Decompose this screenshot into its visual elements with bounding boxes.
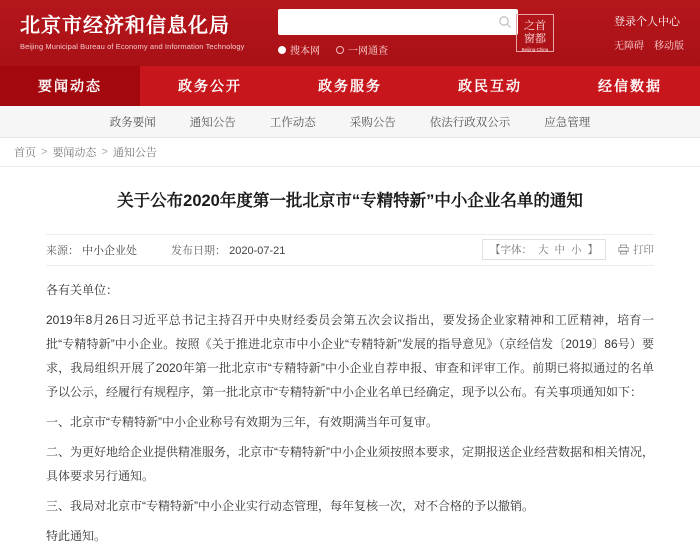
article-meta-tools bbox=[482, 239, 654, 260]
search-input[interactable] bbox=[284, 15, 498, 29]
font-size-switcher bbox=[482, 239, 606, 260]
nav-item-govservice[interactable]: 政务服务 bbox=[318, 78, 382, 94]
seal-subtext: Beijing-China bbox=[521, 47, 549, 53]
font-size-close-bracket: 】 bbox=[587, 244, 598, 257]
search-scope-site[interactable] bbox=[278, 42, 320, 57]
subnav-item-worktrends[interactable]: 工作动态 bbox=[269, 116, 316, 129]
print-label: 打印 bbox=[633, 244, 654, 257]
article-date-value: 2020-07-21 bbox=[229, 244, 286, 257]
article-body bbox=[46, 266, 654, 548]
seal-text-1: 之首 bbox=[524, 20, 546, 32]
font-size-large[interactable]: 大 bbox=[538, 244, 549, 257]
article-date bbox=[171, 242, 285, 258]
search-icon[interactable] bbox=[498, 15, 512, 29]
search-scope-site-label: 搜本网 bbox=[290, 46, 320, 57]
nav-item-data[interactable]: 经信数据 bbox=[598, 78, 662, 94]
nav-item-govopen[interactable]: 政务公开 bbox=[178, 78, 242, 94]
article-meta bbox=[46, 234, 654, 266]
seal-text-2: 窗都 bbox=[524, 32, 546, 45]
nav-item-news[interactable]: 要闻动态 bbox=[0, 66, 140, 106]
article-paragraph: 三、我局对北京市“专精特新”中小企业实行动态管理，每年复核一次，对不合格的予以撤销。 bbox=[46, 498, 534, 513]
font-size-label: 【字体： bbox=[490, 244, 532, 257]
logo-title-cn: 北京市经济和信息化局 bbox=[20, 15, 230, 37]
search-scope-options bbox=[278, 42, 518, 57]
article-container bbox=[0, 166, 700, 548]
radio-dot-icon bbox=[278, 46, 286, 54]
subnav-item-procurement[interactable]: 采购公告 bbox=[349, 116, 396, 129]
site-header bbox=[0, 0, 700, 66]
breadcrumb-separator-icon: > bbox=[101, 146, 108, 158]
font-size-small[interactable]: 小 bbox=[571, 244, 582, 257]
article-source-value: 中小企业处 bbox=[82, 244, 138, 257]
radio-dot-icon bbox=[336, 46, 344, 54]
article-date-label: 发布日期： bbox=[171, 244, 227, 257]
article-source bbox=[46, 242, 137, 258]
header-util-links bbox=[614, 37, 684, 52]
article-paragraph: 一、北京市“专精特新”中小企业称号有效期为三年，有效期满当年可复审。 bbox=[46, 414, 438, 429]
subnav-item-doublepublic[interactable]: 依法行政双公示 bbox=[429, 116, 511, 129]
login-link[interactable]: 登录个人中心 bbox=[614, 16, 680, 28]
search-scope-network[interactable] bbox=[336, 42, 388, 57]
article-paragraph: 各有关单位： bbox=[46, 282, 119, 297]
print-button[interactable] bbox=[618, 242, 654, 257]
breadcrumb-item-home[interactable]: 首页 bbox=[14, 147, 36, 159]
beijing-seal-logo bbox=[516, 14, 554, 52]
logo-title-en: Beijing Municipal Bureau of Economy and Information Technology bbox=[20, 42, 245, 51]
subnav-item-govnews[interactable]: 政务要闻 bbox=[109, 116, 156, 129]
subnav-item-notices[interactable]: 通知公告 bbox=[189, 116, 236, 129]
search-scope-network-label: 一网通查 bbox=[348, 46, 388, 57]
printer-icon bbox=[618, 244, 629, 255]
article-paragraph: 二、为更好地给企业提供精准服务，北京市“专精特新”中小企业须按照本要求，定期报送企业经营数据和相关情况，具体要求另行通知。 bbox=[46, 444, 654, 483]
search-block bbox=[278, 9, 518, 57]
header-right bbox=[614, 13, 684, 52]
site-logo[interactable] bbox=[14, 15, 264, 51]
font-size-medium[interactable]: 中 bbox=[554, 244, 565, 257]
breadcrumb bbox=[0, 138, 700, 166]
breadcrumb-item-notices[interactable]: 通知公告 bbox=[112, 147, 157, 159]
nav-item-interaction[interactable]: 政民互动 bbox=[458, 78, 522, 94]
main-nav bbox=[0, 66, 700, 106]
article-paragraph: 2019年8月26日习近平总书记主持召开中央财经委员会第五次会议指出，要发扬企业家精神和工匠精神，培育一批“专精特新”中小企业。按照《关于推进北京市中小企业“专精特新”发展的指导意见》（京经信发〔2019〕86号）要求，我局组织开展了2020年第一批北京市“专精特新”中小企业自荐申报、审查和评审工作。前期已将拟通过的名单予以公示，经履行有规程序，第一批北京市“专精特新”中小企业名单已经确定，现予以公布。有关事项通知如下： bbox=[46, 312, 654, 399]
breadcrumb-separator-icon: > bbox=[41, 146, 48, 158]
subnav-item-emergency[interactable]: 应急管理 bbox=[544, 116, 591, 129]
article-paragraph: 特此通知。 bbox=[46, 528, 107, 543]
mobile-version-link[interactable]: 移动版 bbox=[654, 41, 684, 52]
article-source-label: 来源： bbox=[46, 244, 79, 257]
accessibility-link[interactable]: 无障碍 bbox=[614, 41, 644, 52]
breadcrumb-item-news[interactable]: 要闻动态 bbox=[52, 147, 97, 159]
search-bar[interactable] bbox=[278, 9, 518, 35]
sub-nav bbox=[0, 106, 700, 138]
page-title: 关于公布2020年度第一批北京市“专精特新”中小企业名单的通知 bbox=[117, 192, 583, 210]
